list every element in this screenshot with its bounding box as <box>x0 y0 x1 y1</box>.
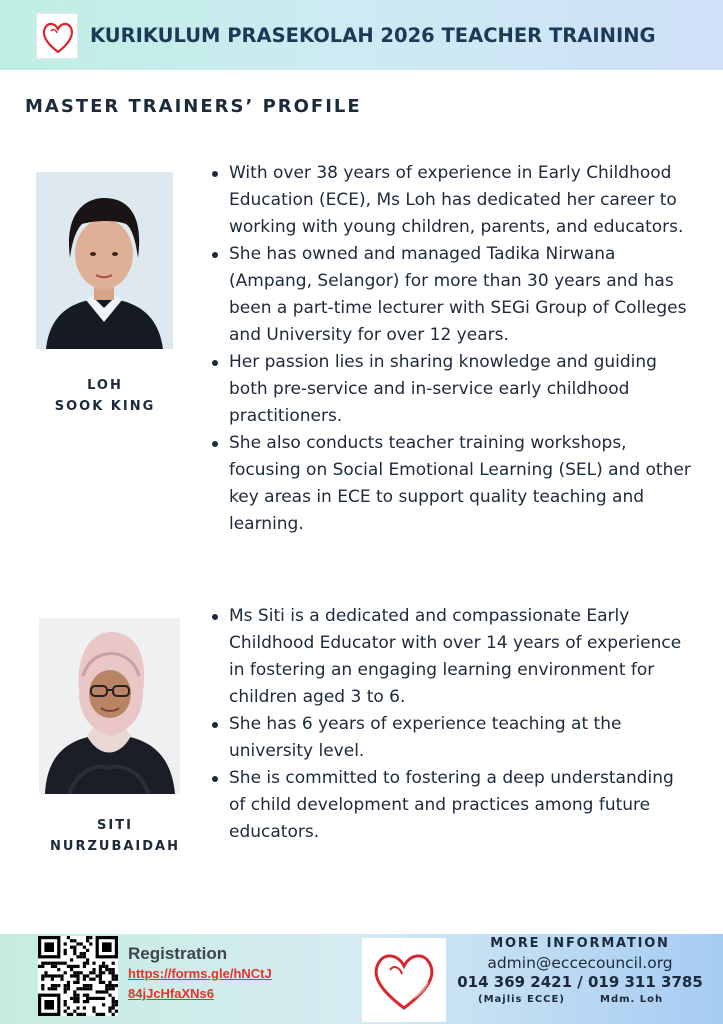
trainer-bio-siti <box>212 603 692 846</box>
trainer-photo-loh <box>36 172 173 349</box>
more-info-title: MORE INFORMATION <box>490 936 670 951</box>
bio-bullet: She has 6 years of experience teaching at the university level. <box>212 711 692 765</box>
bio-bullet: She is committed to fostering a deep understanding of child development and practices among future educators. <box>212 765 692 846</box>
trainer-name-loh <box>30 375 180 417</box>
trainer-name-line1: LOH <box>87 378 123 393</box>
trainer-name-line2: SOOK KING <box>54 399 156 414</box>
trainer-name-line1: SITI <box>97 818 133 833</box>
bio-bullet: With over 38 years of experience in Early Childhood Education (ECE), Ms Loh has dedicated her career to working with young children, parents, and educators. <box>212 160 692 241</box>
qr-code-icon[interactable] <box>38 936 118 1016</box>
registration-label: Registration <box>128 944 228 963</box>
heart-logo-icon <box>362 938 446 1022</box>
contact-organization: (Majlis ECCE) <box>478 994 565 1005</box>
trainer-name-line2: NURZUBAIDAH <box>50 839 180 854</box>
bio-bullet: She also conducts teacher training workshops, focusing on Social Emotional Learning (SEL) and other key areas in ECE to support quality teaching and learning. <box>212 430 692 538</box>
registration-link[interactable]: https://forms.gle/hNCtJ84jJcHfaXNs6 <box>128 966 272 1001</box>
trainer-bio-loh <box>212 160 692 538</box>
contact-person: Mdm. Loh <box>600 994 664 1005</box>
section-title: MASTER TRAINERS’ PROFILE <box>25 96 362 117</box>
page-title: KURIKULUM PRASEKOLAH 2026 TEACHER TRAINING <box>90 24 656 47</box>
contact-email[interactable]: admin@eccecouncil.org <box>487 954 673 972</box>
trainer-name-siti <box>30 815 200 857</box>
trainer-photo-siti <box>39 618 180 794</box>
bio-bullet: Ms Siti is a dedicated and compassionate Early Childhood Educator with over 14 years of experience in fostering an engaging learning environment for children aged 3 to 6. <box>212 603 692 711</box>
heart-logo-icon <box>36 13 78 59</box>
contact-phone[interactable]: 014 369 2421 / 019 311 3785 <box>457 973 703 991</box>
bio-bullet: Her passion lies in sharing knowledge and guiding both pre-service and in-service early childhood practitioners. <box>212 349 692 430</box>
bio-bullet: She has owned and managed Tadika Nirwana (Ampang, Selangor) for more than 30 years and has been a part-time lecturer with SEGi Group of Colleges and University for over 12 years. <box>212 241 692 349</box>
